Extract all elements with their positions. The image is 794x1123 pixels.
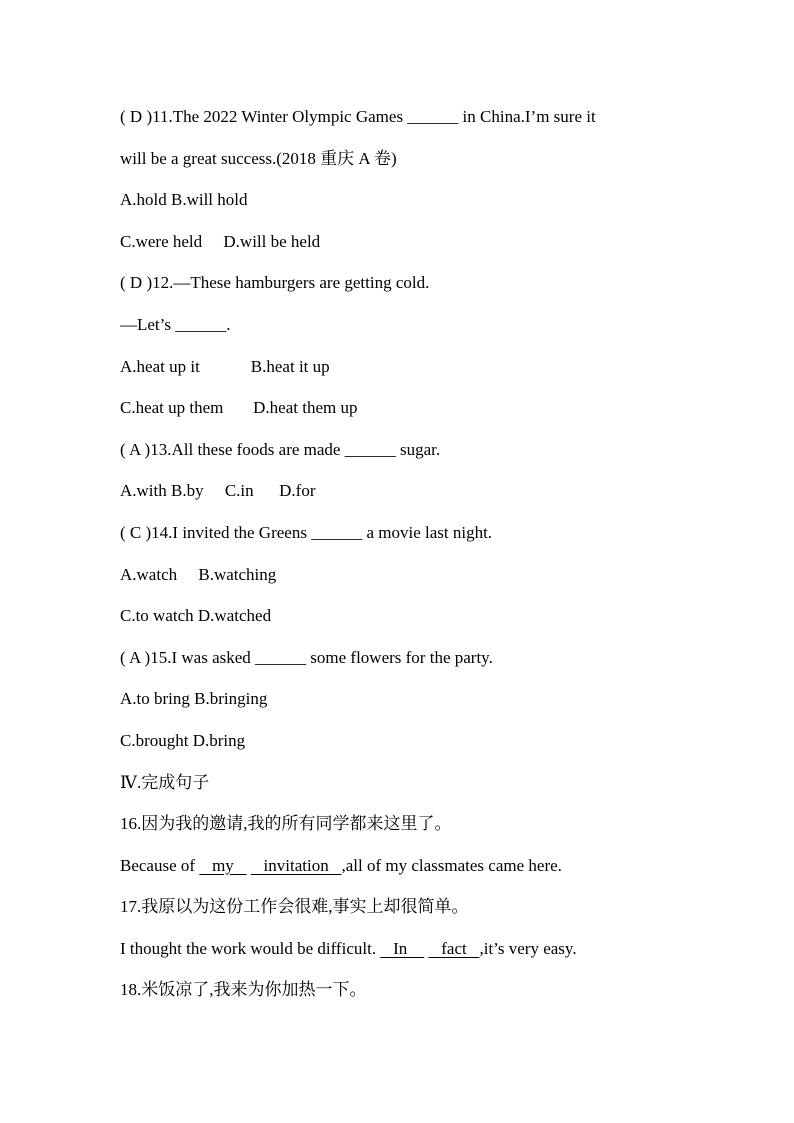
- question-11-options-a: A.hold B.will hold: [120, 190, 248, 210]
- sentence-17-text-after: ,it’s very easy.: [479, 938, 577, 958]
- section-title: Ⅳ.完成句子: [120, 772, 210, 792]
- worksheet-page: [120, 98, 680, 1013]
- question-12-options-b: C.heat up them D.heat them up: [120, 398, 358, 418]
- sentence-17-blank-1: In: [380, 938, 425, 958]
- question-11-stem-continued: will be a great success.(2018 重庆 A 卷): [120, 148, 397, 168]
- question-13-stem: ( A )13.All these foods are made ______ sugar.: [120, 439, 441, 459]
- question-15-options-a: A.to bring B.bringing: [120, 689, 268, 709]
- sentence-16-answer: [120, 847, 680, 889]
- question-12-stem-continued: —Let’s ______.: [120, 314, 231, 334]
- sentence-16-blank-1: my: [199, 855, 247, 875]
- question-15-options-b: C.brought D.bring: [120, 730, 246, 750]
- sentence-17-blank-2: fact: [428, 938, 480, 958]
- question-14-options-a: A.watch B.watching: [120, 564, 277, 584]
- question-12-stem: ( D )12.—These hamburgers are getting cold.: [120, 273, 430, 293]
- question-11-options-b: C.were held D.will be held: [120, 231, 321, 251]
- question-14-stem: ( C )14.I invited the Greens ______ a movie last night.: [120, 522, 493, 542]
- sentence-16-blank-2: invitation: [250, 855, 342, 875]
- sentence-17-prompt: 17.我原以为这份工作会很难,事实上却很简单。: [120, 897, 469, 917]
- sentence-16-prompt: 16.因为我的邀请,我的所有同学都来这里了。: [120, 814, 452, 834]
- question-13-options: A.with B.by C.in D.for: [120, 481, 316, 501]
- sentence-17-answer: [120, 930, 680, 972]
- sentence-16-text-before: Because of: [120, 855, 200, 875]
- question-15-stem: ( A )15.I was asked ______ some flowers for the party.: [120, 647, 493, 667]
- sentence-17-text-before: I thought the work would be difficult.: [120, 938, 381, 958]
- sentence-16-text-after: ,all of my classmates came here.: [341, 855, 562, 875]
- question-14-options-b: C.to watch D.watched: [120, 606, 272, 626]
- question-11-stem: ( D )11.The 2022 Winter Olympic Games ______ in China.I’m sure it: [120, 107, 596, 126]
- question-12-options-a: A.heat up it B.heat it up: [120, 356, 330, 376]
- sentence-18-prompt: 18.米饭凉了,我来为你加热一下。: [120, 980, 367, 1000]
